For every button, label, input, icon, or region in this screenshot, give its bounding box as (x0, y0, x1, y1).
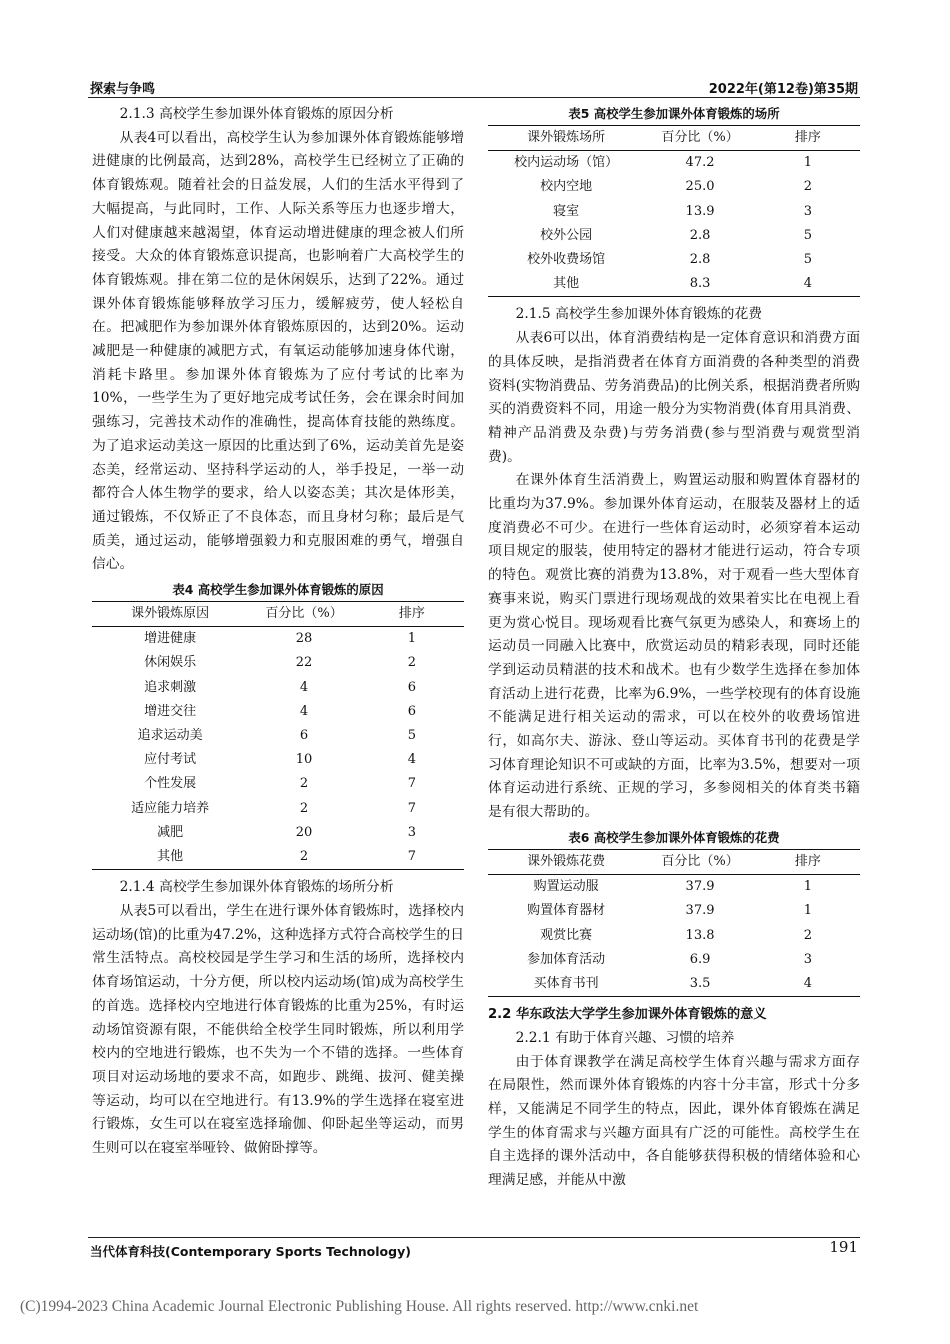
table-cell: 4 (756, 272, 860, 297)
copyright-watermark: (C)1994-2023 China Academic Journal Electronic Publishing House. All rights reserved. http://www.cnki.net (20, 1298, 699, 1315)
table-cell: 休闲娱乐 (144, 655, 197, 671)
table-cell: 22 (295, 655, 313, 671)
table-cell: 2 (299, 800, 309, 816)
table-cell: 5 (407, 728, 417, 744)
table-cell: 1 (803, 155, 813, 171)
table-cell: 4 (407, 752, 417, 768)
table-cell: 6 (407, 703, 417, 719)
table-row (92, 627, 464, 652)
table-cell: 5 (803, 227, 813, 243)
table-cell: 6 (407, 679, 417, 695)
table-cell: 8.3 (644, 272, 756, 297)
table-cell: 应付考试 (144, 752, 197, 768)
table-cell: 寝室 (553, 203, 580, 219)
table-row (92, 748, 464, 772)
table-cell: 3 (407, 824, 417, 840)
table-cell: 校外公园 (540, 227, 593, 243)
table-row (488, 248, 860, 272)
table-cell: 其他 (488, 272, 644, 297)
table-row (488, 200, 860, 224)
table-cell: 3 (803, 203, 813, 219)
table-cell: 买体育书刊 (488, 972, 644, 997)
table5-col-percent: 百分比（%） (644, 126, 756, 151)
table-cell: 校内运动场（馆） (514, 155, 619, 171)
footer-rule (88, 1237, 860, 1238)
table-cell: 观赏比赛 (540, 927, 593, 943)
table5-col-rank: 排序 (756, 126, 860, 151)
table-cell: 7 (360, 845, 464, 870)
paragraph-consumption-structure: 从表6可以出，体育消费结构是一定体育意识和消费方面的具体反映，是指消费者在体育方面消费的各种类型的消费资料(实物消费品、劳务消费品)的比例关系，根据消费者所购买的消费资料不同，用途一般分为实物消费(体育用具消费、精神产品消费及杂费)与劳务消费(参与型消费与观赏型消费)。 (488, 330, 860, 465)
table-cell: 2 (299, 776, 309, 792)
heading-2-1-4: 2.1.4 高校学生参加课外体育锻炼的场所分析 (119, 879, 394, 896)
table-cell: 7 (407, 800, 417, 816)
table-row (488, 924, 860, 948)
heading-2-2: 2.2 华东政法大学学生参加课外体育锻炼的意义 (488, 1007, 767, 1023)
table-cell: 25.0 (685, 179, 715, 195)
table5 (488, 125, 860, 297)
heading-2-1-3: 2.1.3 高校学生参加课外体育锻炼的原因分析 (119, 106, 394, 122)
table-row (92, 797, 464, 821)
table-cell: 3 (803, 951, 813, 967)
table-cell: 4 (299, 703, 309, 719)
table-cell: 13.8 (685, 927, 715, 943)
table-cell: 2.8 (689, 252, 711, 268)
table-row (488, 972, 860, 997)
table4 (92, 601, 464, 870)
table-cell: 1 (803, 879, 813, 895)
table-cell: 校内空地 (540, 179, 593, 195)
header-rule (88, 97, 860, 98)
table-cell: 47.2 (685, 155, 715, 171)
table-row (92, 724, 464, 748)
table-row (488, 899, 860, 923)
table-row (488, 272, 860, 297)
table-cell: 6.9 (689, 951, 711, 967)
table-cell: 4 (756, 972, 860, 997)
table6-header-row (488, 849, 860, 874)
table6-col-percent: 百分比（%） (644, 849, 756, 874)
table-cell: 2 (248, 845, 360, 870)
right-column (488, 103, 860, 1193)
table4-header-row (92, 602, 464, 627)
table-cell: 购置体育器材 (527, 903, 606, 919)
table-cell: 追求运动美 (137, 728, 203, 744)
table-cell: 1 (407, 631, 417, 647)
issue-info: 2022年(第12卷)第35期 (708, 82, 858, 97)
table-cell: 购置运动服 (533, 879, 599, 895)
table-row (488, 175, 860, 199)
table6-col-spending: 课外锻炼花费 (488, 849, 644, 874)
table6 (488, 849, 860, 997)
table-row (92, 772, 464, 796)
table-cell: 参加体育活动 (527, 951, 606, 967)
table5-col-venue: 课外锻炼场所 (488, 126, 644, 151)
table-cell: 增进健康 (144, 631, 197, 647)
table-cell: 追求刺激 (144, 679, 197, 695)
footer-journal: 当代体育科技(Contemporary Sports Technology) (90, 1244, 411, 1259)
table-row (92, 651, 464, 675)
table5-header-row (488, 126, 860, 151)
table4-col-percent: 百分比（%） (248, 602, 360, 627)
table-cell: 28 (295, 631, 313, 647)
table-cell: 适应能力培养 (131, 800, 210, 816)
table-row (488, 948, 860, 972)
table-row (488, 875, 860, 900)
table-cell: 2.8 (689, 227, 711, 243)
left-column (92, 103, 464, 1161)
table-cell: 7 (407, 776, 417, 792)
table-cell: 13.9 (685, 203, 715, 219)
table-cell: 1 (803, 903, 813, 919)
table-cell: 2 (803, 927, 813, 943)
table-cell: 37.9 (685, 903, 715, 919)
table5-caption: 表5 高校学生参加课外体育锻炼的场所 (568, 106, 780, 121)
table-cell: 增进交往 (144, 703, 197, 719)
table-row (488, 151, 860, 176)
table-row (92, 700, 464, 724)
table-cell: 20 (295, 824, 313, 840)
table-cell: 6 (299, 728, 309, 744)
heading-2-2-1: 2.2.1 有助于体育兴趣、习惯的培养 (515, 1029, 735, 1046)
table-row (92, 676, 464, 700)
table-cell: 3.5 (644, 972, 756, 997)
table4-caption: 表4 高校学生参加课外体育锻炼的原因 (172, 582, 384, 598)
table-cell: 4 (299, 679, 309, 695)
table4-col-reason: 课外锻炼原因 (92, 602, 248, 627)
page-number: 191 (829, 1238, 858, 1256)
table-cell: 其他 (92, 845, 248, 870)
table-cell: 2 (803, 179, 813, 195)
paragraph-interest: 由于体育课教学在满足高校学生体育兴趣与需求方面存在局限性，然而课外体育锻炼的内容十分丰富，形式十分多样，又能满足不同学生的特点，因此，课外体育锻炼在满足学生的体育需求与兴趣方面具有广泛的可能性。高校学生在自主选择的课外活动中，各自能够获得积极的情绪体验和心理满足感，并能从中激 (488, 1053, 860, 1189)
table-cell: 个性发展 (144, 776, 197, 792)
table-cell: 37.9 (685, 879, 715, 895)
table-cell: 10 (295, 752, 313, 768)
paragraph-spending: 在课外体育生活消费上，购置运动服和购置体育器材的比重均为37.9%。参加课外体育运动，在服装及器材上的适度消费必不可少。在进行一些体育运动时，必须穿着本运动项目规定的服装，使用特定的器材才能进行运动，符合专项的特色。观赏比赛的消费为13.8%，对于观看一些大型体育赛事来说，购买门票进行现场观战的效果着实比在电视上看更为赏心悦目。现场观看比赛气氛更为感染人，和赛场上的运动员一同融入比赛中，欣赏运动员的精彩表现，同时还能学到运动员精湛的技术和战术。也有少数学生选择在参加体育活动上进行花费，比率为6.9%，一些学校现有的体育设施不能满足进行相关运动的需求，可以在校外的收费场馆进行，如高尔夫、游泳、登山等运动。买体育书刊的花费是学习体育理论知识不可或缺的方面，比率为3.5%，想要对一项体育运动进行系统、正规的学习，多参阅相关的体育类书籍是有很大帮助的。 (488, 472, 860, 821)
table6-caption: 表6 高校学生参加课外体育锻炼的花费 (568, 829, 780, 845)
paragraph-reasons: 从表4可以看出，高校学生认为参加课外体育锻炼能够增进健康的比例最高，达到28%，高校学生已经树立了正确的体育锻炼观。随着社会的日益发展，人们的生活水平得到了大幅提高，与此同时，工作、人际关系等压力也逐步增大，人们对健康越来越渴望，体育运动增进健康的理念被人们所接受。大众的体育锻炼意识提高，也影响着广大高校学生的体育锻炼观。排在第二位的是休闲娱乐，达到了22%。通过课外体育锻炼能够释放学习压力，缓解疲劳，使人轻松自在。把减肥作为参加课外体育锻炼原因的，达到20%。运动减肥是一种健康的减肥方式，有氧运动能够加速身体代谢，消耗卡路里。参加课外体育锻炼为了应付考试的比率为10%，一些学生为了更好地完成考试任务，会在课余时间加强练习，完善技术动作的准确性，提高体育技能的熟练度。为了追求运动美这一原因的比重达到了6%，运动美首先是姿态美，经常运动、坚持科学运动的人，举手投足，一举一动都符合人体生物学的要求，给人以姿态美；其次是体形美，通过锻炼，不仅矫正了不良体态，而且身材匀称；最后是气质美，通过运动，能够增强毅力和克服困难的勇气，增强自信心。 (92, 129, 464, 573)
journal-column-title: 探索与争鸣 (90, 82, 156, 97)
table-cell: 5 (803, 252, 813, 268)
paragraph-venues: 从表5可以看出，学生在进行课外体育锻炼时，选择校内运动场(馆)的比重为47.2%，这种选择方式符合高校学生的日常生活特点。高校校园是学生学习和生活的场所，选择校内体育场馆运动，十分方便，所以校内运动场(馆)成为高校学生的首选。选择校内空地进行体育锻炼的比重为25%，有时运动场馆资源有限，不能供给全校学生同时锻炼，所以利用学校内的空地进行锻炼，也不失为一个不错的选择。一些体育项目对运动场地的要求不高，如跑步、跳绳、拔河、健美操等运动，均可以在空地进行。有13.9%的学生选择在寝室进行锻炼，女生可以在寝室选择瑜伽、仰卧起坐等运动，而男生则可以在寝室举哑铃、做俯卧撑等。 (92, 903, 464, 1157)
table-row (92, 845, 464, 870)
table-row (92, 821, 464, 845)
table4-col-rank: 排序 (360, 602, 464, 627)
table-cell: 减肥 (157, 824, 184, 840)
table-cell: 校外收费场馆 (527, 252, 606, 268)
table6-col-rank: 排序 (756, 849, 860, 874)
heading-2-1-5: 2.1.5 高校学生参加课外体育锻炼的花费 (515, 306, 763, 323)
table-cell: 2 (407, 655, 417, 671)
table-row (488, 224, 860, 248)
